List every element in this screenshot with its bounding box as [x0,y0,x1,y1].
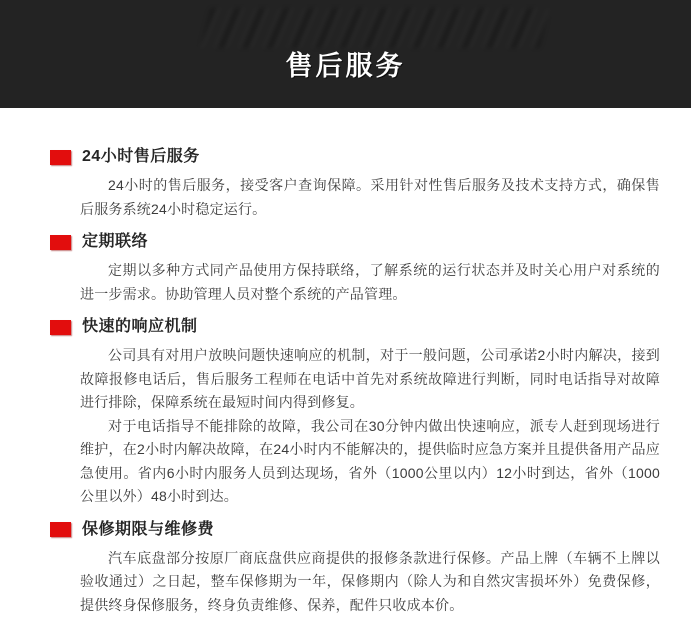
section-heading: 24小时售后服务 [82,148,200,165]
section-heading: 快速的响应机制 [82,318,198,335]
page-header [0,0,691,108]
section-paragraph: 24小时的售后服务，接受客户查询保障。采用针对性售后服务及技术支持方式，确保售后服务系统24小时稳定运行。 [80,177,660,217]
section-heading-row [50,233,660,251]
page-title: 售后服务 [285,51,406,81]
section-heading-row [50,318,660,336]
after-sales-content [0,108,691,617]
red-square-bullet-icon [50,150,71,165]
section-paragraph: 对于电话指导不能排除的故障，我公司在30分钟内做出快速响应，派专人赶到现场进行维护，在2小时内解决故障，在24小时内不能解决的，提供临时应急方案并且提供备用产品应急使用。省内6小时内服务人员到达现场，省外（1000公里以内）12小时到达，省外（1000公里以外）48小时到达。 [80,417,660,504]
service-section-4 [50,521,660,618]
service-section-1 [50,148,660,221]
red-square-bullet-icon [50,320,71,335]
section-list [50,148,660,617]
section-heading: 保修期限与维修费 [82,520,215,538]
service-section-3 [50,318,660,509]
section-heading: 定期联络 [82,233,149,250]
service-section-2 [50,233,660,306]
red-square-bullet-icon [50,522,71,537]
section-heading-row [50,148,660,166]
red-square-bullet-icon [50,235,71,250]
section-paragraph: 汽车底盘部分按原厂商底盘供应商提供的报修条款进行保修。产品上牌（车辆不上牌以验收通过）之日起，整车保修期为一年，保修期内（除人为和自然灾害损坏外）免费保修，提供终身保修服务，终身负责维修、保养，配件只收成本价。 [80,549,660,613]
section-paragraph: 定期以多种方式同产品使用方保持联络，了解系统的运行状态并及时关心用户对系统的进一步需求。协助管理人员对整个系统的产品管理。 [80,262,660,302]
section-heading-row [50,521,660,539]
section-paragraph: 公司具有对用户放映问题快速响应的机制，对于一般问题，公司承诺2小时内解决，接到故障报修电话后，售后服务工程师在电话中首先对系统故障进行判断，同时电话指导对故障进行排除，保障系统在最短时间内得到修复。 [80,347,660,410]
